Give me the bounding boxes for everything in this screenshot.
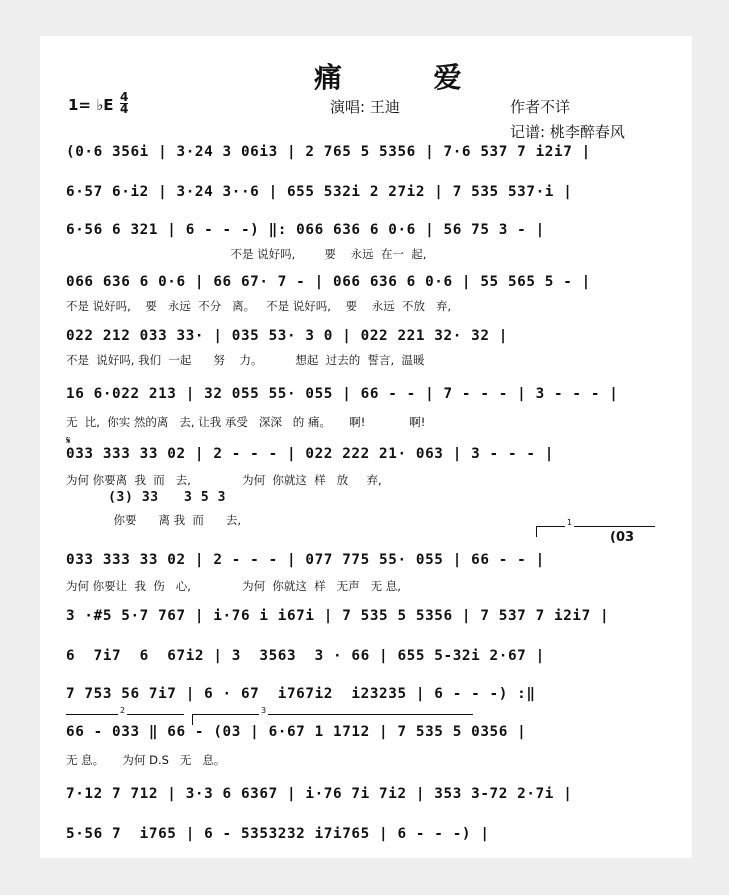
volta-number: 1 <box>567 518 573 527</box>
segno-sign: 𝄋 <box>66 434 71 447</box>
notation-row-4 <box>66 274 667 298</box>
notation-row-2 <box>66 184 667 208</box>
notation-text: 066 636 6 0·6 | 66 67· 7 - | 066 636 6 0·6 | 55 565 5 - | <box>66 274 591 290</box>
transcriber-credit: 记谱: 桃李醉春风 <box>510 123 625 141</box>
notation-row-14 <box>66 786 667 810</box>
notation-row-5 <box>66 328 667 352</box>
volta-bracket-1 <box>536 518 655 537</box>
notation-text: 6·56 6 321 | 6 - - -) ‖: 066 636 6 0·6 | 56 75 3 - | <box>66 222 545 238</box>
notation-text: 7 753 56 7i7 | 6 · 67 i767i2 i23235 | 6 - - -) :‖ <box>66 686 536 702</box>
notation-row-12 <box>66 686 667 710</box>
notation-text: 7·12 7 712 | 3·3 6 6367 | i·76 7i 7i2 | 353 3-72 2·7i | <box>66 786 573 802</box>
notation-row-8 <box>66 490 667 514</box>
singer-credit: 演唱: 王迪 <box>330 98 400 116</box>
composer-credit: 作者不详 <box>510 98 571 116</box>
lyric-line-3: 不是 说好吗, 要 永远 在一 起, <box>66 247 427 261</box>
lyric-line-7: 为何 你要离 我 而 去, 为何 你就这 样 放 弃, <box>66 473 382 487</box>
volta-pickup: (03 <box>610 530 635 545</box>
notation-text: 6 7i7 6 67i2 | 3 3563 3 · 66 | 655 5-32i 2·67 | <box>66 648 545 664</box>
lyric-line-6: 无 比, 你实 然的离 去, 让我 承受 深深 的 痛。 啊! 啊! <box>66 415 426 429</box>
notation-text: 5·56 7 i765 | 6 - 5353232 i7i765 | 6 - - -) | <box>66 826 490 842</box>
lyric-line-5: 不是 说好吗, 我们 一起 努 力。 想起 过去的 誓言, 温暖 <box>66 353 425 367</box>
notation-text: 033 333 33 02 | 2 - - - | 022 222 21· 063 | 3 - - - | <box>66 446 554 462</box>
notation-text: 6·57 6·i2 | 3·24 3··6 | 655 532i 2 27i2 | 7 535 537·i | <box>66 184 573 200</box>
notation-row-1 <box>66 144 667 168</box>
time-signature-bottom: 4 <box>120 102 129 116</box>
notation-text: 3 ·#5 5·7 767 | i·76 i i67i | 7 535 5 5356 | 7 537 7 i2i7 | <box>66 608 610 624</box>
key-signature: 1= ♭E <box>68 96 114 114</box>
notation-row-15 <box>66 826 667 850</box>
volta-number: 3 <box>261 706 267 715</box>
notation-text: 033 333 33 02 | 2 - - - | 077 775 55· 055 | 66 - - | <box>66 552 545 568</box>
volta-number: 2 <box>120 706 126 715</box>
notation-row-9 <box>66 552 667 576</box>
notation-text: 022 212 033 33· | 035 53· 3 0 | 022 221 32· 32 | <box>66 328 508 344</box>
notation-row-7 <box>66 446 667 470</box>
notation-row-11 <box>66 648 667 672</box>
notation-text: 66 - 033 ‖ 66 - (03 | 6·67 1 1712 | 7 535 5 0356 | <box>66 724 527 740</box>
lyric-line-13: 无 息。 为何 D.S 无 息。 <box>66 753 226 767</box>
notation-text: (0·6 356i | 3·24 3 06i3 | 2 765 5 5356 | 7·6 537 7 i2i7 | <box>66 144 591 160</box>
lyric-line-9: 为何 你要让 我 伤 心, 为何 你就这 样 无声 无 息, <box>66 579 401 593</box>
time-signature <box>120 92 128 115</box>
lyric-line-8: 你要 离 我 而 去, <box>66 513 242 527</box>
song-title: 痛 爱 <box>314 61 486 94</box>
notation-text: (3) 33 3 5 3 <box>66 490 227 505</box>
notation-text: 16 6·022 213 | 32 055 55· 055 | 66 - - | 7 - - - | 3 - - - | <box>66 386 619 402</box>
time-signature-top: 4 <box>120 90 129 104</box>
notation-row-13 <box>66 724 667 748</box>
notation-row-10 <box>66 608 667 632</box>
notation-row-3 <box>66 222 667 246</box>
lyric-line-4: 不是 说好吗, 要 永远 不分 离。 不是 说好吗, 要 永远 不放 弃, <box>66 299 452 313</box>
notation-row-6 <box>66 386 667 410</box>
